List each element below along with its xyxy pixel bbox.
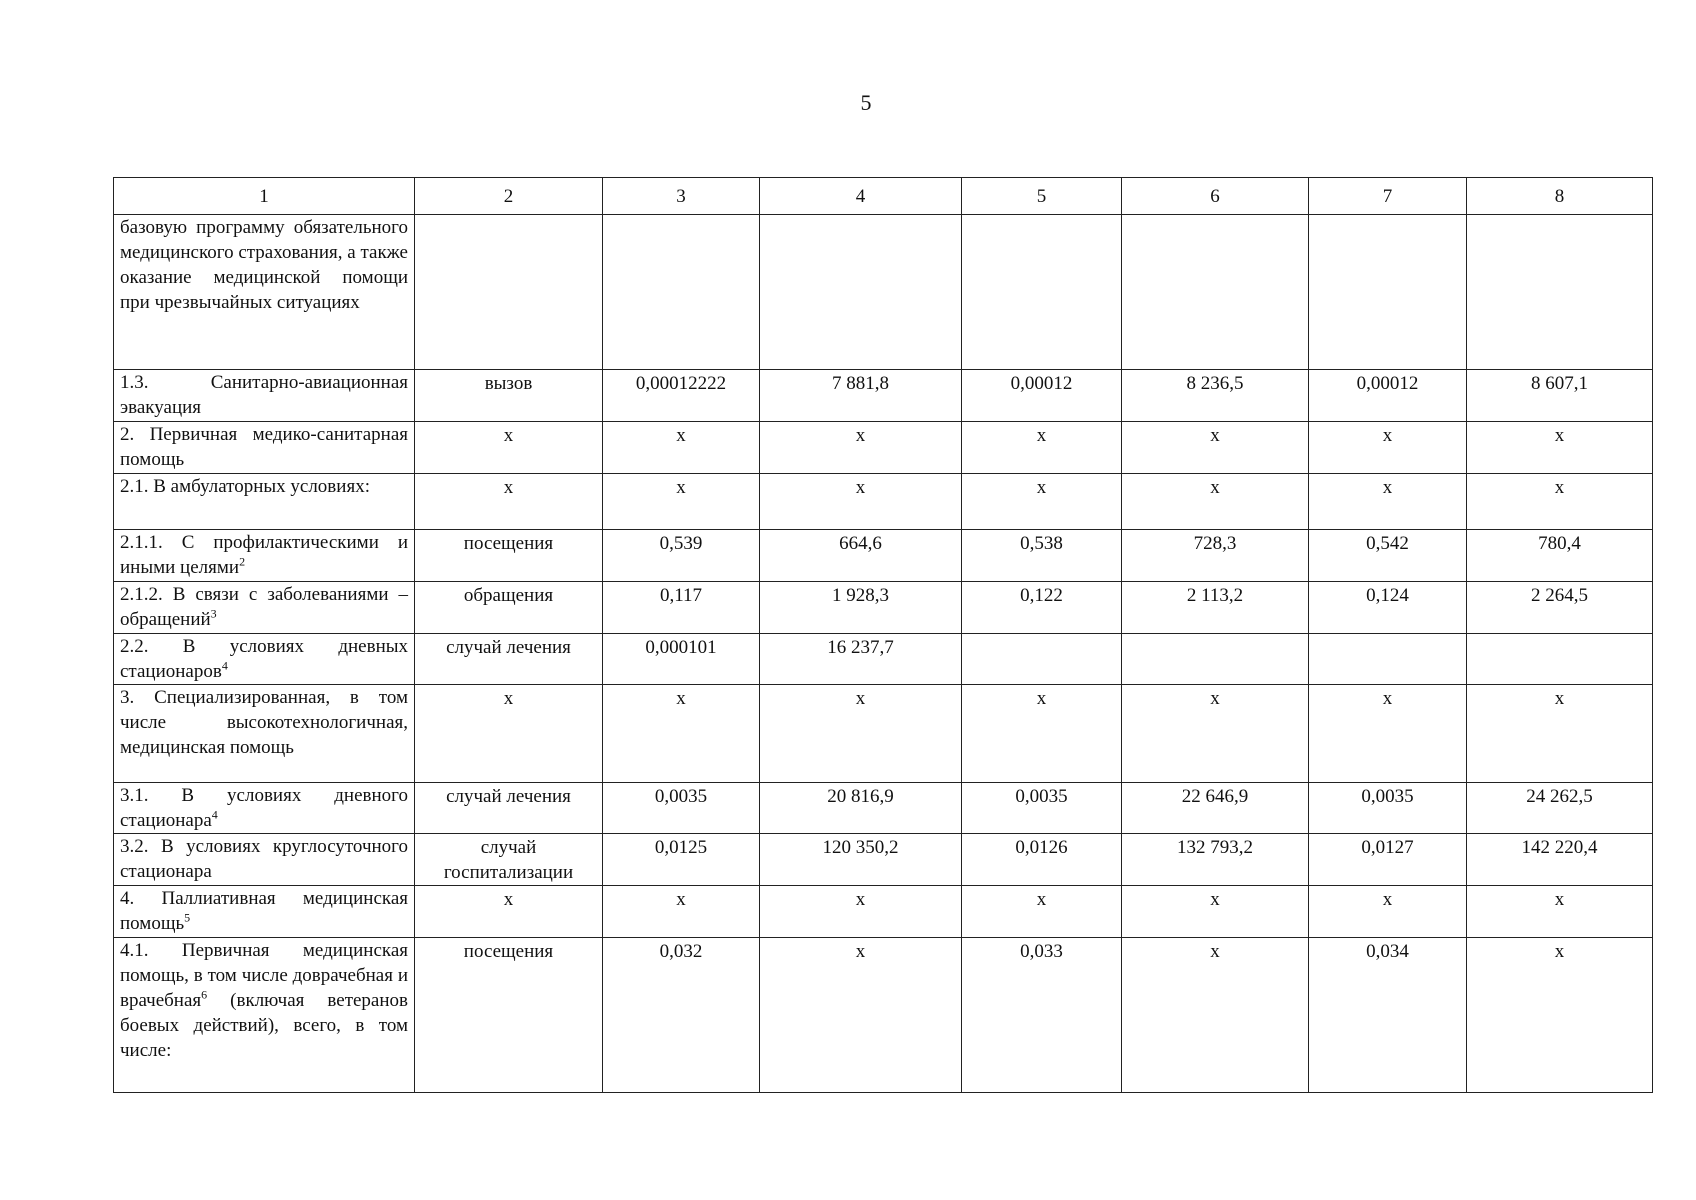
table-cell xyxy=(1309,530,1467,582)
table-cell xyxy=(962,685,1122,783)
row-label: 3.1. В условиях дневного стационара xyxy=(120,785,408,831)
table-cell xyxy=(760,834,962,886)
table-cell xyxy=(1467,422,1653,474)
cell-value: случай госпитализации xyxy=(443,837,574,883)
cell-value xyxy=(1315,634,1460,635)
cell-value: 0,0035 xyxy=(654,786,708,807)
table-cell xyxy=(1467,474,1653,530)
cell-value: х xyxy=(1036,889,1047,910)
cell-value: 0,034 xyxy=(1366,941,1409,962)
table-cell xyxy=(1467,582,1653,634)
cell-value: обращения xyxy=(463,585,554,606)
row-label-cell xyxy=(114,530,415,582)
cell-value: 0,117 xyxy=(659,585,703,606)
table-row xyxy=(114,370,1653,422)
cell-value: вызов xyxy=(484,373,533,394)
table-cell xyxy=(1122,422,1309,474)
table-cell xyxy=(603,938,760,1093)
cell-value: х xyxy=(676,425,686,446)
cell-value xyxy=(1473,215,1646,216)
row-label-cell xyxy=(114,834,415,886)
table-cell xyxy=(1309,370,1467,422)
row-label-cell xyxy=(114,422,415,474)
table-cell xyxy=(1467,685,1653,783)
cell-value: 0,032 xyxy=(659,941,703,962)
cell-value: 780,4 xyxy=(1538,533,1581,554)
cell-value: 0,000101 xyxy=(645,637,717,658)
cell-value: 0,542 xyxy=(1366,533,1409,554)
cell-value: 0,122 xyxy=(1020,585,1063,606)
table-cell xyxy=(1122,582,1309,634)
table-cell xyxy=(1122,215,1309,370)
cell-value: посещения xyxy=(463,533,554,554)
cell-value: х xyxy=(503,889,514,910)
table-cell xyxy=(1309,886,1467,938)
table-cell xyxy=(962,215,1122,370)
cell-value: 2 264,5 xyxy=(1531,585,1588,606)
table-cell xyxy=(1467,215,1653,370)
table-cell xyxy=(962,530,1122,582)
table-row xyxy=(114,582,1653,634)
row-label: базовую программу обязательного медицинского страхования, а также оказание медицинской помощи при чрезвычайных ситуациях xyxy=(120,217,408,313)
cell-value: х xyxy=(503,477,514,498)
cell-value: х xyxy=(1036,688,1047,709)
column-header: 4 xyxy=(760,178,962,215)
table-cell xyxy=(962,634,1122,685)
table-cell xyxy=(1122,370,1309,422)
row-label-cell xyxy=(114,582,415,634)
cell-value: х xyxy=(855,477,866,498)
cell-value: 0,538 xyxy=(1020,533,1063,554)
cell-value xyxy=(609,215,753,216)
cell-value: 0,539 xyxy=(659,533,703,554)
cell-value: 664,6 xyxy=(839,533,882,554)
table-cell xyxy=(962,783,1122,834)
footnote-marker: 5 xyxy=(184,910,191,925)
cell-value: 20 816,9 xyxy=(827,786,894,807)
footnote-marker: 4 xyxy=(221,658,228,673)
table-row xyxy=(114,530,1653,582)
cell-value: х xyxy=(1210,889,1220,910)
cell-value: х xyxy=(676,477,686,498)
cell-value: случай лечения xyxy=(446,786,571,807)
cell-value xyxy=(421,215,596,216)
table-cell xyxy=(1467,783,1653,834)
table-cell xyxy=(603,886,760,938)
table-cell xyxy=(760,474,962,530)
table-cell xyxy=(415,530,603,582)
row-label: 1.3. Санитарно-авиационная эвакуация xyxy=(120,372,408,418)
table-cell xyxy=(1309,685,1467,783)
column-header: 3 xyxy=(603,178,760,215)
cell-value: 8 236,5 xyxy=(1186,373,1244,394)
table-cell xyxy=(415,582,603,634)
table-cell xyxy=(1122,530,1309,582)
table-cell xyxy=(1122,634,1309,685)
table-cell xyxy=(760,530,962,582)
column-header: 1 xyxy=(114,178,415,215)
table-cell xyxy=(962,582,1122,634)
table-cell xyxy=(603,215,760,370)
cell-value: х xyxy=(1036,477,1047,498)
table-cell xyxy=(962,834,1122,886)
table-cell xyxy=(603,530,760,582)
table-cell xyxy=(760,685,962,783)
page-number: 5 xyxy=(860,90,872,115)
table-body xyxy=(114,215,1653,1093)
table-cell xyxy=(1122,474,1309,530)
table-cell xyxy=(415,783,603,834)
table-cell xyxy=(760,215,962,370)
table-cell xyxy=(1309,215,1467,370)
cell-value: случай лечения xyxy=(446,637,571,658)
table-cell xyxy=(415,215,603,370)
table-cell xyxy=(962,422,1122,474)
cell-value: х xyxy=(855,889,866,910)
table-cell xyxy=(1467,370,1653,422)
cell-value: х xyxy=(1554,477,1565,498)
table-row xyxy=(114,474,1653,530)
standards-table xyxy=(113,177,1653,1093)
table-cell xyxy=(415,422,603,474)
cell-value: х xyxy=(676,889,686,910)
cell-value: 0,00012 xyxy=(1356,373,1419,394)
table-cell xyxy=(1467,834,1653,886)
table-cell xyxy=(962,474,1122,530)
cell-value: 1 928,3 xyxy=(832,585,889,606)
table-cell xyxy=(603,474,760,530)
table-cell xyxy=(760,422,962,474)
row-label: 2.1. В амбулаторных условиях: xyxy=(120,476,370,497)
cell-value: 0,00012222 xyxy=(635,373,727,394)
table-header-row xyxy=(114,178,1653,215)
table-cell xyxy=(1122,783,1309,834)
row-label-cell xyxy=(114,886,415,938)
table-cell xyxy=(415,634,603,685)
table-row xyxy=(114,634,1653,685)
table-cell xyxy=(1122,886,1309,938)
cell-value: посещения xyxy=(463,941,554,962)
row-label: 3.2. В условиях круглосуточного стационара xyxy=(120,836,408,882)
table-row xyxy=(114,422,1653,474)
cell-value: х xyxy=(1382,477,1393,498)
cell-value: х xyxy=(1554,941,1565,962)
table-row xyxy=(114,938,1653,1093)
row-label-cell xyxy=(114,938,415,1093)
row-label-cell xyxy=(114,783,415,834)
cell-value xyxy=(1315,215,1460,216)
cell-value: 2 113,2 xyxy=(1186,585,1244,606)
row-label: 2.2. В условиях дневных стационаров xyxy=(120,636,408,682)
cell-value: 0,0125 xyxy=(654,837,708,858)
row-label-cell xyxy=(114,634,415,685)
cell-value: х xyxy=(1210,688,1220,709)
footnote-marker: 6 xyxy=(201,987,208,1002)
column-header: 8 xyxy=(1467,178,1653,215)
cell-value: 22 646,9 xyxy=(1181,786,1249,807)
cell-value: х xyxy=(503,425,514,446)
column-header: 5 xyxy=(962,178,1122,215)
column-header: 6 xyxy=(1122,178,1309,215)
table-cell xyxy=(1467,634,1653,685)
cell-value: 142 220,4 xyxy=(1521,837,1598,858)
table-row xyxy=(114,685,1653,783)
table-cell xyxy=(1309,634,1467,685)
table-cell xyxy=(760,886,962,938)
table-cell xyxy=(1309,474,1467,530)
table-row xyxy=(114,834,1653,886)
table-cell xyxy=(1309,582,1467,634)
table-cell xyxy=(760,938,962,1093)
table-cell xyxy=(760,370,962,422)
cell-value: х xyxy=(1554,425,1565,446)
table-cell xyxy=(603,834,760,886)
table-cell xyxy=(1122,685,1309,783)
table-row xyxy=(114,886,1653,938)
cell-value xyxy=(1473,634,1646,635)
cell-value: 0,0127 xyxy=(1361,837,1414,858)
table-row xyxy=(114,215,1653,370)
table-cell xyxy=(760,634,962,685)
cell-value: 0,124 xyxy=(1366,585,1409,606)
table-cell xyxy=(415,685,603,783)
row-label-cell xyxy=(114,370,415,422)
cell-value: х xyxy=(1382,889,1393,910)
table-cell xyxy=(962,886,1122,938)
table-cell xyxy=(603,422,760,474)
column-header: 7 xyxy=(1309,178,1467,215)
cell-value: 0,0035 xyxy=(1015,786,1068,807)
table-cell xyxy=(603,370,760,422)
table-cell xyxy=(415,886,603,938)
footnote-marker: 4 xyxy=(211,807,218,822)
footnote-marker: 2 xyxy=(239,554,246,569)
table-cell xyxy=(603,634,760,685)
cell-value: 0,0126 xyxy=(1015,837,1068,858)
table-cell xyxy=(603,685,760,783)
row-label: 2.1.2. В связи с заболеваниями – обращений xyxy=(120,584,408,630)
table-cell xyxy=(962,938,1122,1093)
table-cell xyxy=(1467,530,1653,582)
cell-value: х xyxy=(855,941,866,962)
cell-value: х xyxy=(1036,425,1047,446)
cell-value: 0,00012 xyxy=(1010,373,1073,394)
cell-value: х xyxy=(1210,941,1220,962)
row-label: 4.1. Первичная медицинская помощь, в том числе доврачебная и врачебная xyxy=(120,940,408,1011)
table-cell xyxy=(1122,938,1309,1093)
cell-value: 728,3 xyxy=(1193,533,1237,554)
row-label-cell xyxy=(114,474,415,530)
footnote-marker: 3 xyxy=(210,606,217,621)
cell-value: х xyxy=(1382,425,1393,446)
table-cell xyxy=(1122,834,1309,886)
table-cell xyxy=(962,370,1122,422)
row-label: 4. Паллиативная медицинская помощь xyxy=(120,888,408,934)
cell-value: х xyxy=(1382,688,1393,709)
cell-value xyxy=(1128,215,1302,216)
cell-value: 7 881,8 xyxy=(832,373,889,394)
table-cell xyxy=(1309,422,1467,474)
table-cell xyxy=(415,474,603,530)
cell-value: х xyxy=(855,688,866,709)
cell-value: 24 262,5 xyxy=(1526,786,1593,807)
table-cell xyxy=(415,938,603,1093)
cell-value: х xyxy=(1210,477,1220,498)
table-cell xyxy=(603,582,760,634)
row-label-cell xyxy=(114,685,415,783)
cell-value: 8 607,1 xyxy=(1531,373,1588,394)
table-cell xyxy=(1467,938,1653,1093)
table-cell xyxy=(415,834,603,886)
cell-value: 0,033 xyxy=(1020,941,1063,962)
column-header: 2 xyxy=(415,178,603,215)
cell-value xyxy=(766,215,955,216)
table-cell xyxy=(1309,834,1467,886)
table-cell xyxy=(760,783,962,834)
cell-value: 120 350,2 xyxy=(822,837,899,858)
cell-value: х xyxy=(676,688,686,709)
cell-value: х xyxy=(1554,889,1565,910)
table-cell xyxy=(1309,938,1467,1093)
table-cell xyxy=(760,582,962,634)
cell-value: х xyxy=(1210,425,1220,446)
cell-value: х xyxy=(1554,688,1565,709)
cell-value: х xyxy=(855,425,866,446)
cell-value: 0,0035 xyxy=(1361,786,1414,807)
cell-value xyxy=(1128,634,1302,635)
table-cell xyxy=(1309,783,1467,834)
cell-value: 16 237,7 xyxy=(827,637,894,658)
table-cell xyxy=(1467,886,1653,938)
table-cell xyxy=(603,783,760,834)
row-label-cell xyxy=(114,215,415,370)
row-label: 2. Первичная медико-санитарная помощь xyxy=(120,424,408,470)
row-label: 3. Специализированная, в том числе высокотехнологичная, медицинская помощь xyxy=(120,687,408,758)
table-row xyxy=(114,783,1653,834)
cell-value xyxy=(968,634,1115,635)
cell-value xyxy=(968,215,1115,216)
table-cell xyxy=(415,370,603,422)
row-label: 2.1.1. С профилактическими и иными целями xyxy=(120,532,408,578)
cell-value: 132 793,2 xyxy=(1177,837,1253,858)
cell-value: х xyxy=(503,688,514,709)
row-label-continuation: (включая ветеранов боевых действий), всего, в том числе: xyxy=(120,990,409,1061)
